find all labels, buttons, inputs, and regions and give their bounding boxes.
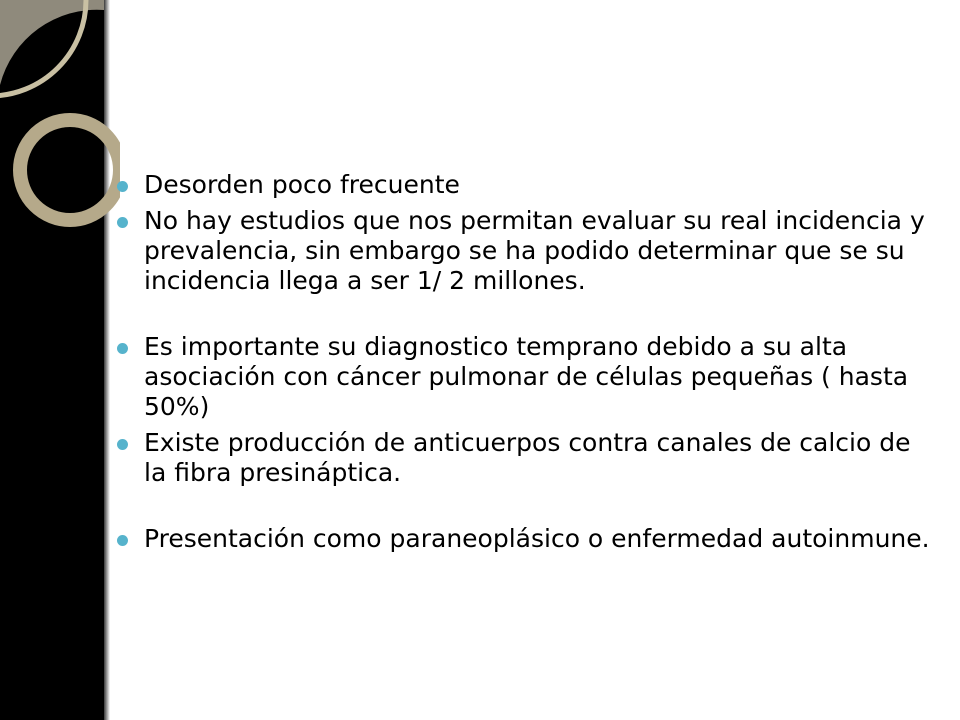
bullet-item (115, 170, 935, 200)
bullet-dot-icon (117, 439, 128, 450)
bullet-dot-icon (117, 217, 128, 228)
bullet-item (115, 206, 935, 296)
middle-ring (20, 120, 120, 220)
slide-content (115, 170, 935, 560)
bullet-dot-icon (117, 535, 128, 546)
bullet-item (115, 524, 935, 554)
bullet-text: Existe producción de anticuerpos contra canales de calcio de la fibra presináptica. (144, 428, 911, 487)
bullet-dot-icon (117, 343, 128, 354)
bullet-text: No hay estudios que nos permitan evaluar su real incidencia y prevalencia, sin embargo se ha podido determinar que se su incidencia llega a ser 1/ 2 millones. (144, 206, 925, 295)
bullet-item (115, 332, 935, 422)
bullet-dot-icon (117, 181, 128, 192)
ring-decoration-icon (0, 0, 120, 260)
bullet-text: Desorden poco frecuente (144, 170, 460, 199)
bullet-list (115, 170, 935, 554)
bullet-text: Es importante su diagnostico temprano debido a su alta asociación con cáncer pulmonar de células pequeñas ( hasta 50%) (144, 332, 909, 421)
bullet-text: Presentación como paraneoplásico o enfermedad autoinmune. (144, 524, 930, 553)
bullet-item (115, 428, 935, 488)
